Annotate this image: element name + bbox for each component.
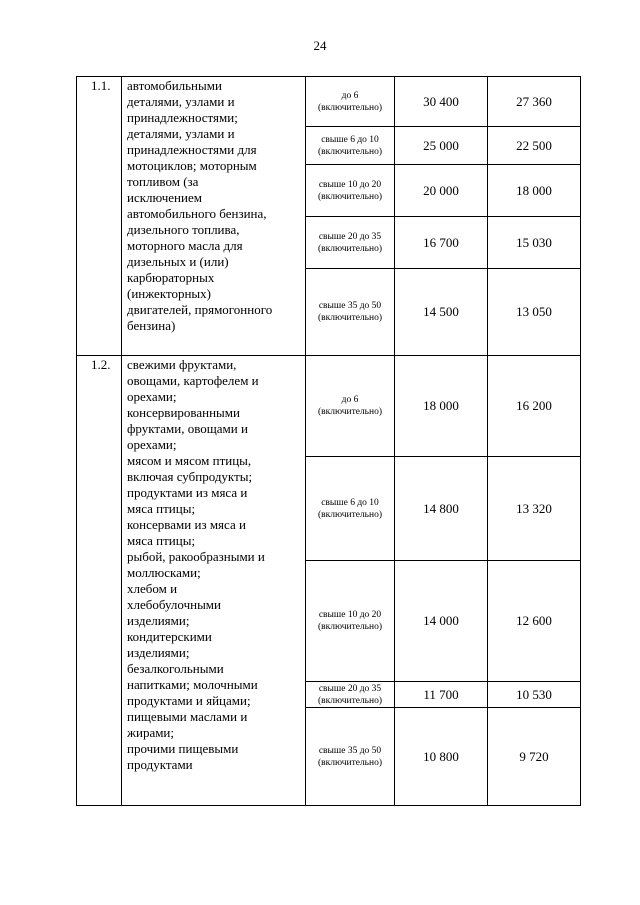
- rate-value: 16 200: [488, 356, 581, 457]
- range-cell: свыше 6 до 10 (включительно): [306, 127, 395, 165]
- range-cell: свыше 6 до 10 (включительно): [306, 457, 395, 561]
- rate-value: 13 050: [488, 269, 581, 356]
- range-cell: свыше 35 до 50 (включительно): [306, 269, 395, 356]
- row-description: автомобильными деталями, узлами и принадлежностями; деталями, узлами и принадлежностями для мотоциклов; моторным топливом (за исключением автомобильного бензина, дизельного топлива, моторного масла для дизельных и (или) карбюраторных (инжекторных) двигателей, прямогонного бензина): [122, 77, 306, 356]
- range-cell: свыше 10 до 20 (включительно): [306, 561, 395, 682]
- rate-value: 10 530: [488, 682, 581, 708]
- rate-value: 14 500: [395, 269, 488, 356]
- table-row: [77, 77, 581, 127]
- table-row: [77, 356, 581, 457]
- row-number: 1.1.: [77, 77, 122, 356]
- rate-value: 22 500: [488, 127, 581, 165]
- rates-table: [76, 76, 581, 806]
- range-cell: свыше 35 до 50 (включительно): [306, 708, 395, 806]
- rate-value: 27 360: [488, 77, 581, 127]
- row-number: 1.2.: [77, 356, 122, 806]
- range-cell: до 6 (включительно): [306, 356, 395, 457]
- rate-value: 30 400: [395, 77, 488, 127]
- rate-value: 12 600: [488, 561, 581, 682]
- rate-value: 13 320: [488, 457, 581, 561]
- row-description: свежими фруктами, овощами, картофелем и орехами; консервированными фруктами, овощами и орехами; мясом и мясом птицы, включая субпродукты; продуктами из мяса и мяса птицы; консервами из мяса и мяса птицы; рыбой, ракообразными и моллюсками; хлебом и хлебобулочными изделиями; кондитерскими изделиями; безалкогольными напитками; молочными продуктами и яйцами; пищевыми маслами и жирами; прочими пищевыми продуктами: [122, 356, 306, 806]
- rate-value: 16 700: [395, 217, 488, 269]
- rate-value: 14 000: [395, 561, 488, 682]
- rate-value: 15 030: [488, 217, 581, 269]
- range-cell: свыше 10 до 20 (включительно): [306, 165, 395, 217]
- rate-value: 14 800: [395, 457, 488, 561]
- rate-value: 18 000: [488, 165, 581, 217]
- rate-value: 25 000: [395, 127, 488, 165]
- rate-value: 9 720: [488, 708, 581, 806]
- rate-value: 20 000: [395, 165, 488, 217]
- rate-value: 10 800: [395, 708, 488, 806]
- page-number: 24: [313, 38, 327, 53]
- rate-value: 18 000: [395, 356, 488, 457]
- rate-value: 11 700: [395, 682, 488, 708]
- range-cell: свыше 20 до 35 (включительно): [306, 682, 395, 708]
- range-cell: до 6 (включительно): [306, 77, 395, 127]
- range-cell: свыше 20 до 35 (включительно): [306, 217, 395, 269]
